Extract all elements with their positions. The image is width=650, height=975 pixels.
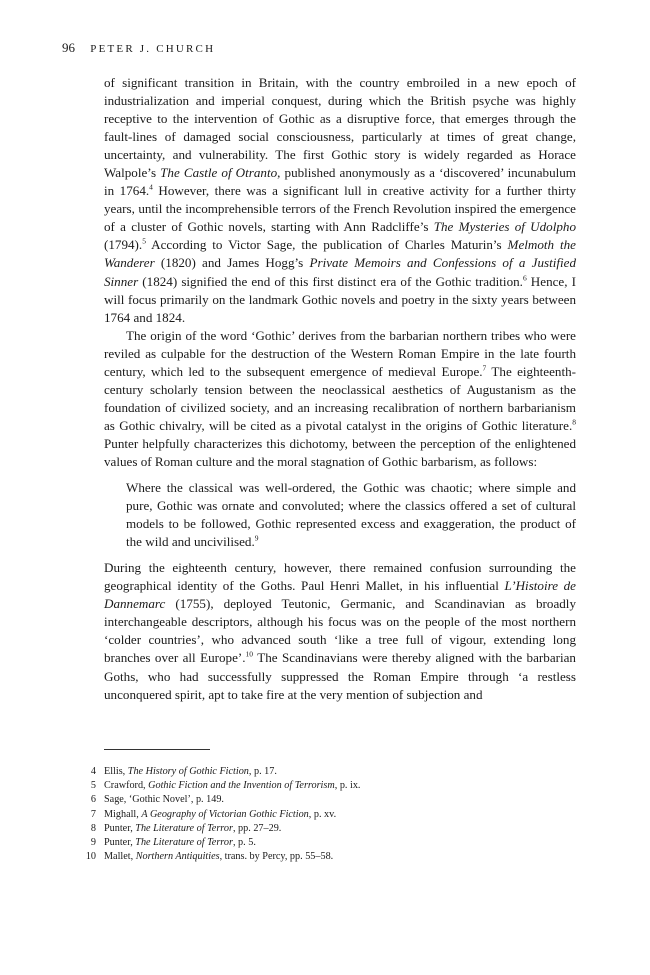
italic-title: The Literature of Terror bbox=[135, 822, 233, 834]
text-run: During the eighteenth century, however, there remained confusion surrounding the geographical identity of the Goths. Paul Henri Mallet, in his influential bbox=[104, 560, 576, 594]
text-run: (1794). bbox=[104, 237, 143, 253]
italic-title: Northern Antiquities bbox=[135, 851, 220, 863]
italic-title: Private Memoirs and Confessions of a Justified Sinner bbox=[104, 255, 576, 289]
footnote-number: 10 bbox=[85, 851, 96, 863]
italic-title: The Mysteries of Udolpho bbox=[433, 219, 576, 235]
footnote-text bbox=[104, 822, 281, 836]
running-head-author: PETER J. CHURCH bbox=[90, 43, 216, 55]
footnote-number: 8 bbox=[90, 822, 96, 834]
text-run: Crawford, bbox=[104, 780, 149, 792]
italic-title: Melmoth the Wanderer bbox=[104, 237, 576, 271]
italic-title: L’Histoire de Dannemarc bbox=[104, 578, 576, 612]
text-run: , p. 5. bbox=[232, 836, 256, 848]
running-header bbox=[62, 40, 215, 56]
footnote-number: 4 bbox=[90, 766, 96, 777]
footnote-number: 9 bbox=[90, 836, 96, 848]
text-run: However, there was a significant lull in creative activity for a further thirty years, until the incomprehensible terrors of the French Revolution inspired the emergence of a cluster of Gothic novels, starting with Ann Radcliffe’s bbox=[104, 183, 576, 235]
footnote-number: 7 bbox=[90, 808, 96, 820]
footnote-marker: 7 bbox=[482, 363, 487, 373]
paragraph bbox=[104, 327, 576, 471]
footnote-text bbox=[104, 765, 277, 779]
footnote-number: 5 bbox=[90, 780, 96, 792]
text-run: , published anonymously as a ‘discovered’ incunabulum in 1764. bbox=[104, 165, 576, 199]
footnote-text bbox=[104, 836, 256, 850]
footnote-text bbox=[104, 808, 336, 822]
text-run: , p. xv. bbox=[308, 808, 337, 820]
footnote-marker: 5 bbox=[142, 237, 146, 247]
footnote-rule bbox=[104, 749, 210, 750]
footnote-marker: 10 bbox=[245, 650, 254, 660]
text-run: Punter helpfully characterizes this dichotomy, between the perception of the enlightened values of Roman culture and the moral stagnation of Gothic barbarism, as follows: bbox=[104, 435, 576, 469]
italic-title: The Castle of Otranto bbox=[160, 165, 278, 181]
text-run: The origin of the word ‘Gothic’ derives from the barbarian northern tribes who were reviled as culpable for the destruction of the Western Roman Empire in the late fourth century, which led to the subsequent emergence of medieval Europe. bbox=[104, 327, 576, 379]
text-run: Mighall, bbox=[104, 808, 142, 820]
text-run: , trans. by Percy, pp. 55–58. bbox=[219, 851, 334, 863]
footnote-marker: 9 bbox=[254, 533, 259, 543]
text-run: (1820) and James Hogg’s bbox=[154, 255, 310, 271]
text-run: (1755), deployed Teutonic, Germanic, and Scandinavian as broadly interchangeable descriptors, although his focus was on the people of the most northern ‘colder countries’, who advanced south ‘like a tree full of vigour, extending long branches over all Europe’. bbox=[104, 596, 576, 666]
text-run: Punter, bbox=[104, 836, 136, 848]
text-run: , pp. 27–29. bbox=[232, 822, 282, 834]
page-number: 96 bbox=[62, 40, 75, 55]
footnote-text bbox=[104, 850, 333, 864]
text-run: (1824) signified the end of this first distinct era of the Gothic tradition. bbox=[138, 273, 523, 289]
text-run: Where the classical was well-ordered, the Gothic was chaotic; where simple and pure, Gothic was ornate and convoluted; where the classics offered a set of cultural models to be followed, Gothic represented excess and exaggeration, the product of the wild and uncivilised. bbox=[126, 480, 576, 550]
italic-title: The History of Gothic Fiction bbox=[127, 766, 249, 777]
text-run: The eighteenth-century scholarly tension between the neoclassical aesthetics of Augustanism as the foundation of civilized society, and an increasing recalibration of northern barbarianism as Gothic chivalry, will be cited as a pivotal catalyst in the origins of Gothic literature. bbox=[104, 363, 576, 433]
text-run: Punter, bbox=[104, 822, 136, 834]
italic-title: Gothic Fiction and the Invention of Terrorism bbox=[148, 780, 335, 792]
block-quote bbox=[126, 479, 576, 551]
footnote-marker: 4 bbox=[149, 182, 153, 192]
text-run: According to Victor Sage, the publication of Charles Maturin’s bbox=[145, 237, 508, 253]
paragraph bbox=[104, 74, 576, 327]
footnote-text bbox=[104, 793, 224, 807]
text-run: Hence, I will focus primarily on the landmark Gothic novels and poetry in the sixty years between 1764 and 1824. bbox=[104, 273, 576, 325]
paragraph bbox=[104, 559, 576, 703]
body-text bbox=[104, 74, 576, 704]
italic-title: The Literature of Terror bbox=[135, 836, 233, 848]
text-run: The Scandinavians were thereby aligned with the barbarian Goths, who had successfully suppressed the Roman Empire through ‘a restless unconquered spirit, apt to take fire at the very mention of subjection and bbox=[104, 650, 576, 702]
footnote-marker: 6 bbox=[522, 273, 527, 283]
footnote-marker: 8 bbox=[572, 417, 576, 427]
footnote-text bbox=[104, 779, 360, 793]
text-run: , p. 17. bbox=[248, 766, 277, 777]
text-run: of significant transition in Britain, with the country embroiled in a new epoch of industrialization and imperial conquest, during which the British psyche was highly receptive to the intervention of Gothic as a disruptive force, that emerges through the fault-lines of damaged social consciousness, particularly at times of great change, uncertainty, and vulnerability. The first Gothic story is widely regarded as Horace Walpole’s bbox=[104, 75, 576, 181]
text-run: Sage, ‘Gothic Novel’, p. 149. bbox=[104, 794, 224, 806]
footnote-number: 6 bbox=[90, 794, 96, 806]
text-run: Mallet, bbox=[104, 851, 136, 863]
text-run: Ellis, bbox=[104, 766, 128, 777]
italic-title: A Geography of Victorian Gothic Fiction bbox=[141, 808, 309, 820]
text-run: , p. ix. bbox=[334, 780, 361, 792]
